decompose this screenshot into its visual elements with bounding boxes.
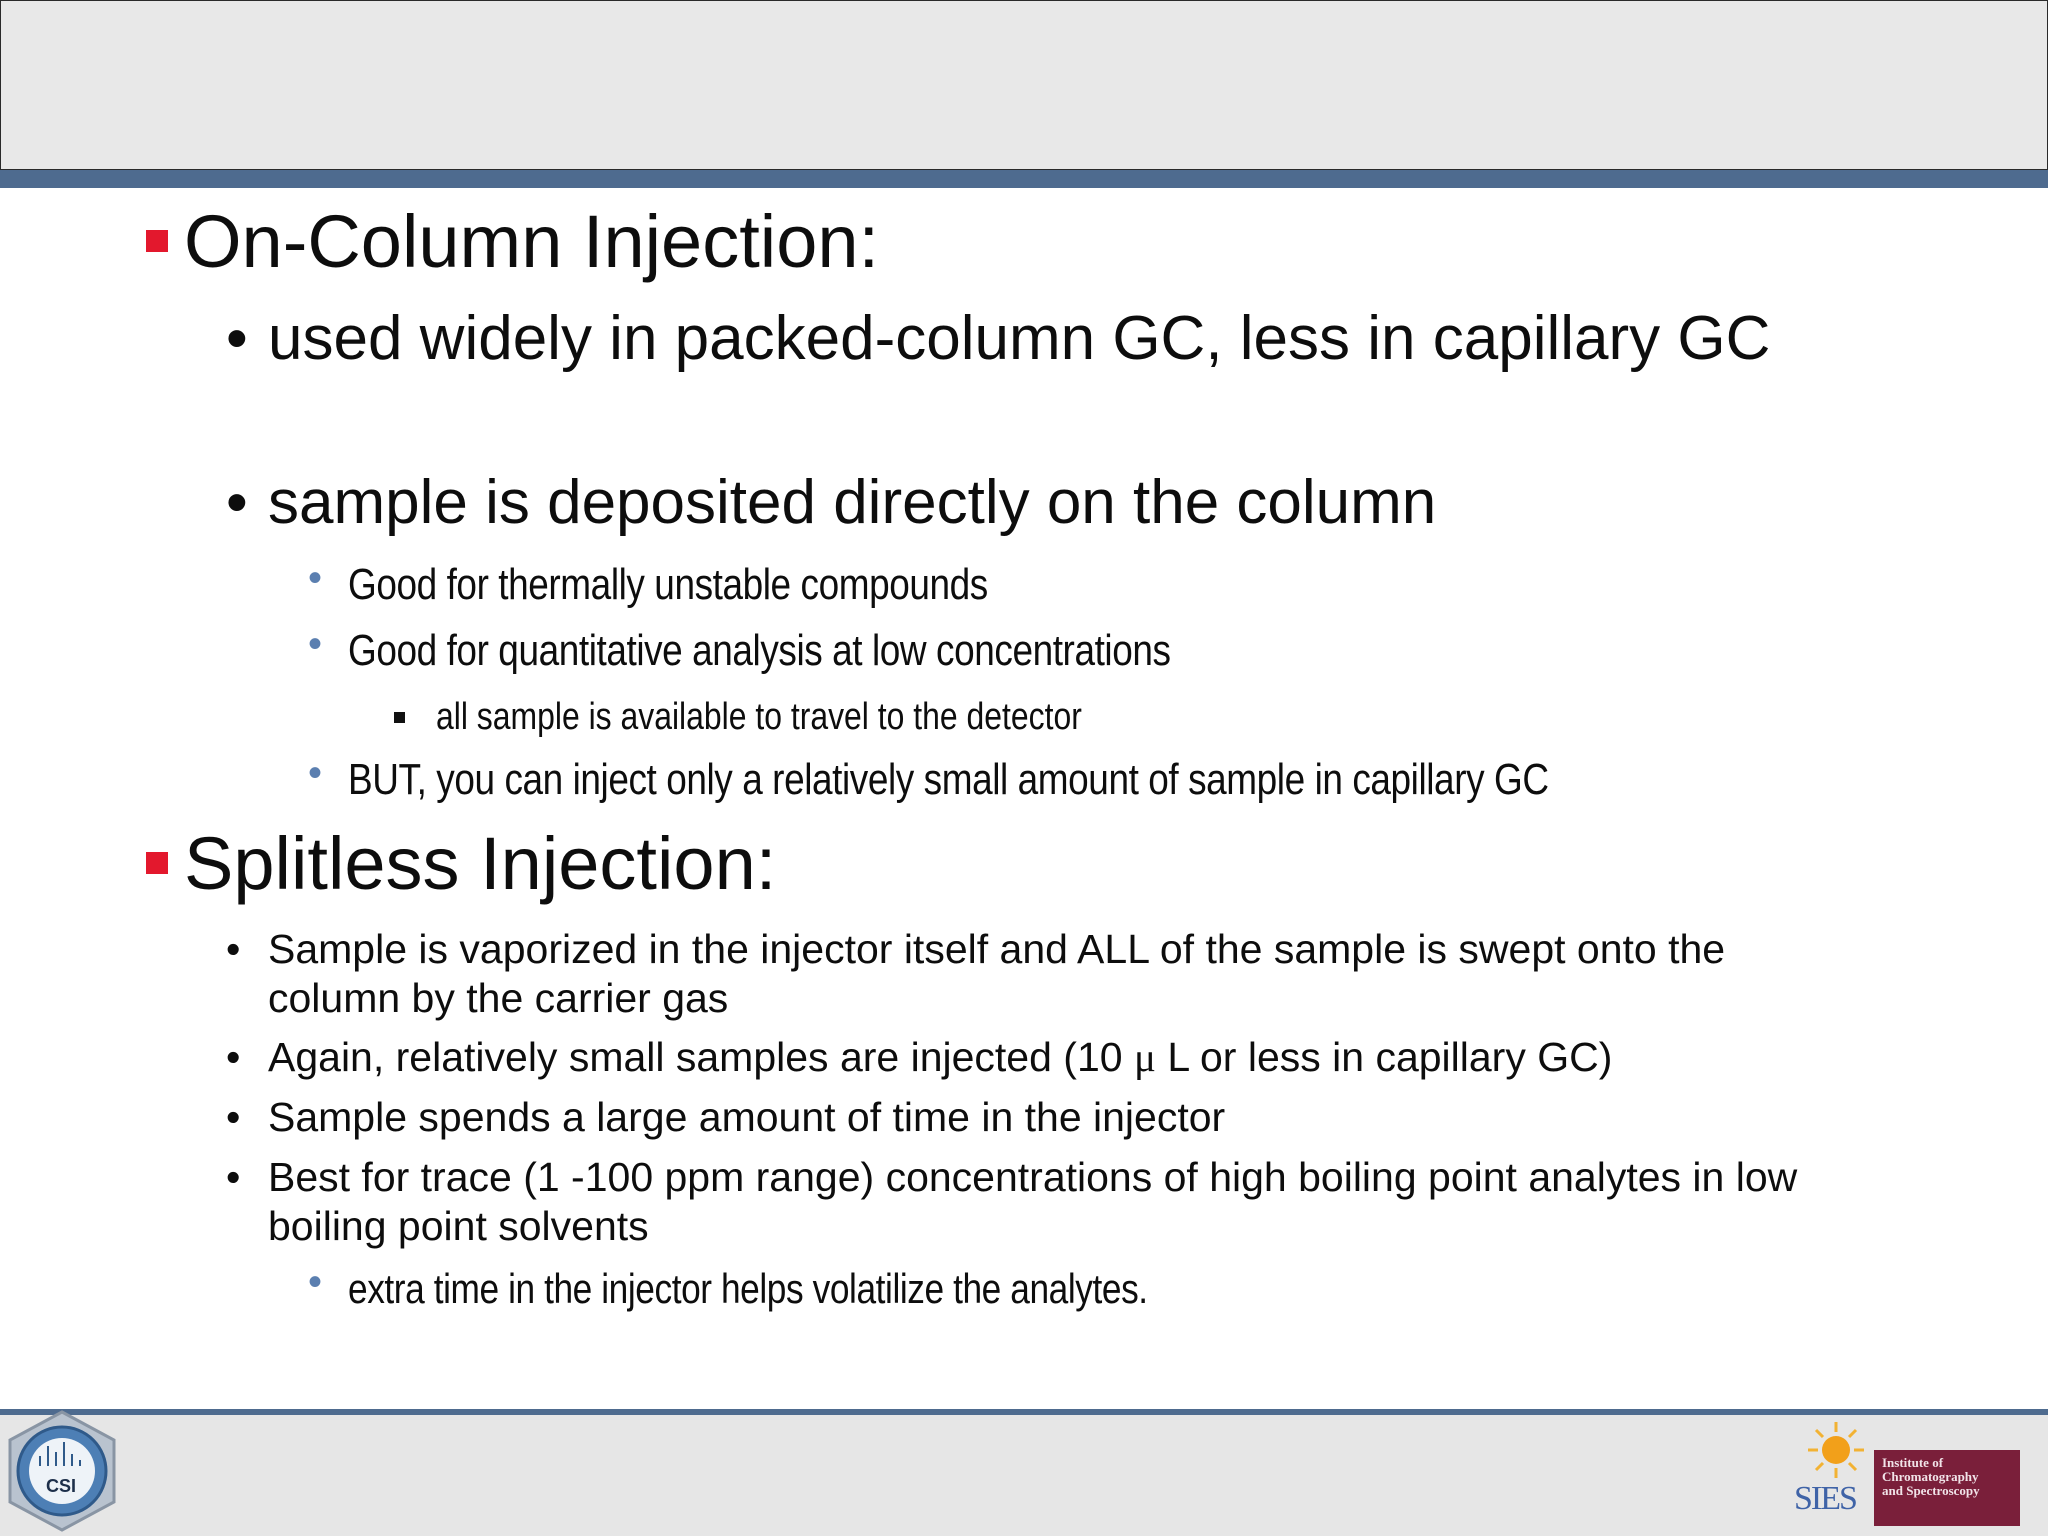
mu-symbol: μ — [1133, 1034, 1156, 1080]
institute-logo-box — [1874, 1450, 2020, 1526]
bullet-dot-icon: • — [226, 468, 248, 537]
sub-bullet-text: Good for thermally unstable compounds — [348, 560, 988, 609]
sub-bullet-text: extra time in the injector helps volatilize the analytes. — [348, 1265, 1148, 1312]
institute-line: Chromatography — [1882, 1469, 1979, 1484]
sies-logo — [1794, 1418, 2024, 1530]
bullet-dot-icon: • — [308, 1260, 323, 1304]
sub-bullet-text: BUT, you can inject only a relatively small amount of sample in capillary GC — [348, 755, 1549, 804]
bullet-dot-icon: • — [226, 1034, 241, 1080]
red-square-bullet-icon — [146, 852, 168, 874]
heading-text: On-Column Injection: — [184, 200, 880, 283]
sies-logo-text: SIES — [1794, 1480, 1856, 1517]
bullet-dot-icon: • — [308, 556, 323, 600]
bullet-dot-icon: • — [226, 1094, 241, 1140]
red-square-bullet-icon — [146, 230, 168, 252]
csi-logo-icon — [2, 1408, 122, 1534]
bullet-text: Sample spends a large amount of time in the injector — [268, 1094, 1226, 1140]
footer-band — [0, 1415, 2048, 1536]
header-band — [0, 0, 2048, 170]
heading-text: Splitless Injection: — [184, 822, 777, 905]
bullet-text: sample is deposited directly on the column — [268, 468, 1437, 537]
institute-line: and Spectroscopy — [1882, 1483, 1980, 1498]
institute-line: Institute of — [1882, 1455, 1944, 1470]
csi-logo-text: CSI — [46, 1476, 77, 1496]
bullet-text: Best for trace (1 -100 ppm range) concentrations of high boiling point analytes in low boiling point solvents — [268, 1154, 1798, 1249]
bullet-dot-icon: • — [308, 751, 323, 795]
bullet-dot-icon: • — [226, 304, 248, 373]
sub-bullet-text: Good for quantitative analysis at low concentrations — [348, 626, 1171, 675]
header-rule — [0, 170, 2048, 188]
bullet-text — [268, 1033, 1868, 1082]
bullet-dot-icon: • — [226, 1154, 241, 1200]
bullet-text-part: L or less in capillary GC) — [1155, 1034, 1613, 1080]
bullet-dot-icon: • — [226, 926, 241, 972]
bullet-text: used widely in packed-column GC, less in capillary GC — [268, 304, 1771, 373]
square-bullet-icon — [394, 712, 405, 723]
sun-emblem-icon — [1802, 1418, 1872, 1480]
bullet-dot-icon: • — [308, 622, 323, 666]
csi-logo — [2, 1408, 122, 1534]
bullet-text: Sample is vaporized in the injector itself and ALL of the sample is swept onto the column by the carrier gas — [268, 926, 1726, 1021]
bullet-text-part: Again, relatively small samples are injected (10 — [268, 1034, 1134, 1080]
sub-sub-bullet-text: all sample is available to travel to the detector — [436, 696, 1082, 738]
